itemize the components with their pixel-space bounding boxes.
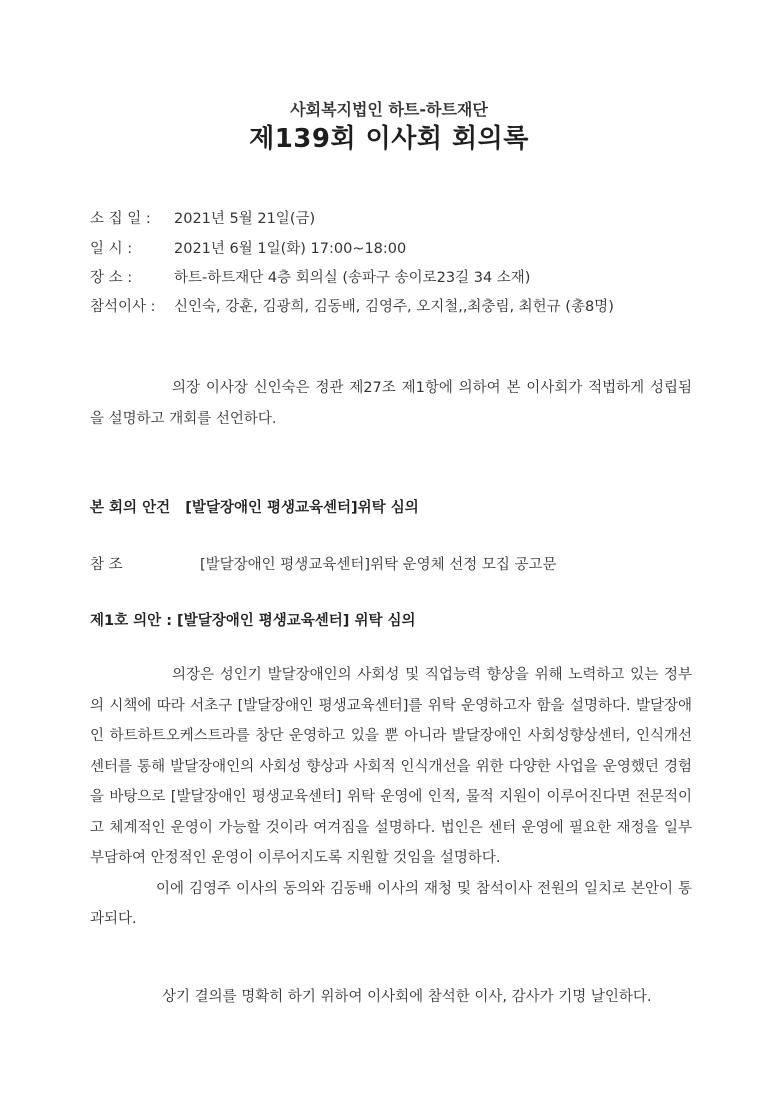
info-value: 신인숙, 강훈, 김광희, 김동배, 김영주, 오지철,,최충림, 최헌규 (총8명): [174, 299, 614, 315]
agenda-value: [발달장애인 평생교육센터]위탁 심의: [185, 500, 419, 516]
reference-label: 참 조: [90, 557, 123, 573]
closing-statement: 상기 결의를 명확히 하기 위하여 이사회에 참석한 이사, 감사가 기명 날인하다.: [162, 989, 652, 1005]
reference-value: [발달장애인 평생교육센터]위탁 운영체 선정 모집 공고문: [200, 557, 557, 573]
info-row-datetime: [90, 237, 406, 258]
item1-resolution-text: 이에 김영주 이사의 동의와 김동배 이사의 재청 및 참석이사 전원의 일치로 본안이 통과되다.: [90, 880, 692, 927]
info-label: 참석이사 :: [90, 299, 156, 315]
item1-heading: 제1호 의안 : [발달장애인 평생교육센터] 위탁 심의: [90, 613, 416, 629]
agenda-heading: [90, 496, 419, 517]
agenda-label: 본 회의 안건: [90, 500, 171, 516]
info-row-location: [90, 266, 530, 287]
info-row-attendees: [90, 295, 614, 316]
document-title: 제139회 이사회 회의록: [249, 124, 529, 154]
info-value: 2021년 6월 1일(화) 17:00~18:00: [174, 241, 407, 257]
info-label: 일 시 :: [90, 241, 133, 257]
reference-line: [90, 553, 557, 574]
item1-body: [90, 660, 692, 935]
info-value: 2021년 5월 21일(금): [174, 211, 316, 227]
opening-text: 의장 이사장 신인숙은 정관 제27조 제1항에 의하여 본 이사회가 적법하게 성립됨을 설명하고 개회를 선언하다.: [90, 380, 692, 427]
info-value: 하트-하트재단 4층 회의실 (송파구 송이로23길 34 소재): [174, 270, 531, 286]
opening-paragraph: [90, 373, 692, 434]
info-row-convocation-date: [90, 207, 315, 228]
organization-name: 사회복지법인 하트-하트재단: [290, 100, 488, 119]
info-label: 소 집 일 :: [90, 211, 151, 227]
item1-body-text: 의장은 성인기 발달장애인의 사회성 및 직업능력 향상을 위해 노력하고 있는 정부의 시책에 따라 서초구 [발달장애인 평생교육센터]를 위탁 운영하고자 함을 설명하다. 발달장애인 하트하트오케스트라를 창단 운영하고 있을 뿐 아니라 발달장애인 사회성향상센터, 인식개선센터를 통해 발달장애인의 사회성 향상과 사회적 인식개선을 위한 다양한 사업을 운영했던 경험을 바탕으로 [발달장애인 평생교육센터] 위탁 운영에 인적, 물적 지원이 이루어진다면 전문적이고 체계적인 운영이 가능할 것이라 여겨짐을 설명하다. 법인은 센터 운영에 필요한 재정을 일부 부담하여 안정적인 운영이 이루어지도록 지원할 것임을 설명하다.: [90, 667, 692, 866]
info-label: 장 소 :: [90, 270, 133, 286]
